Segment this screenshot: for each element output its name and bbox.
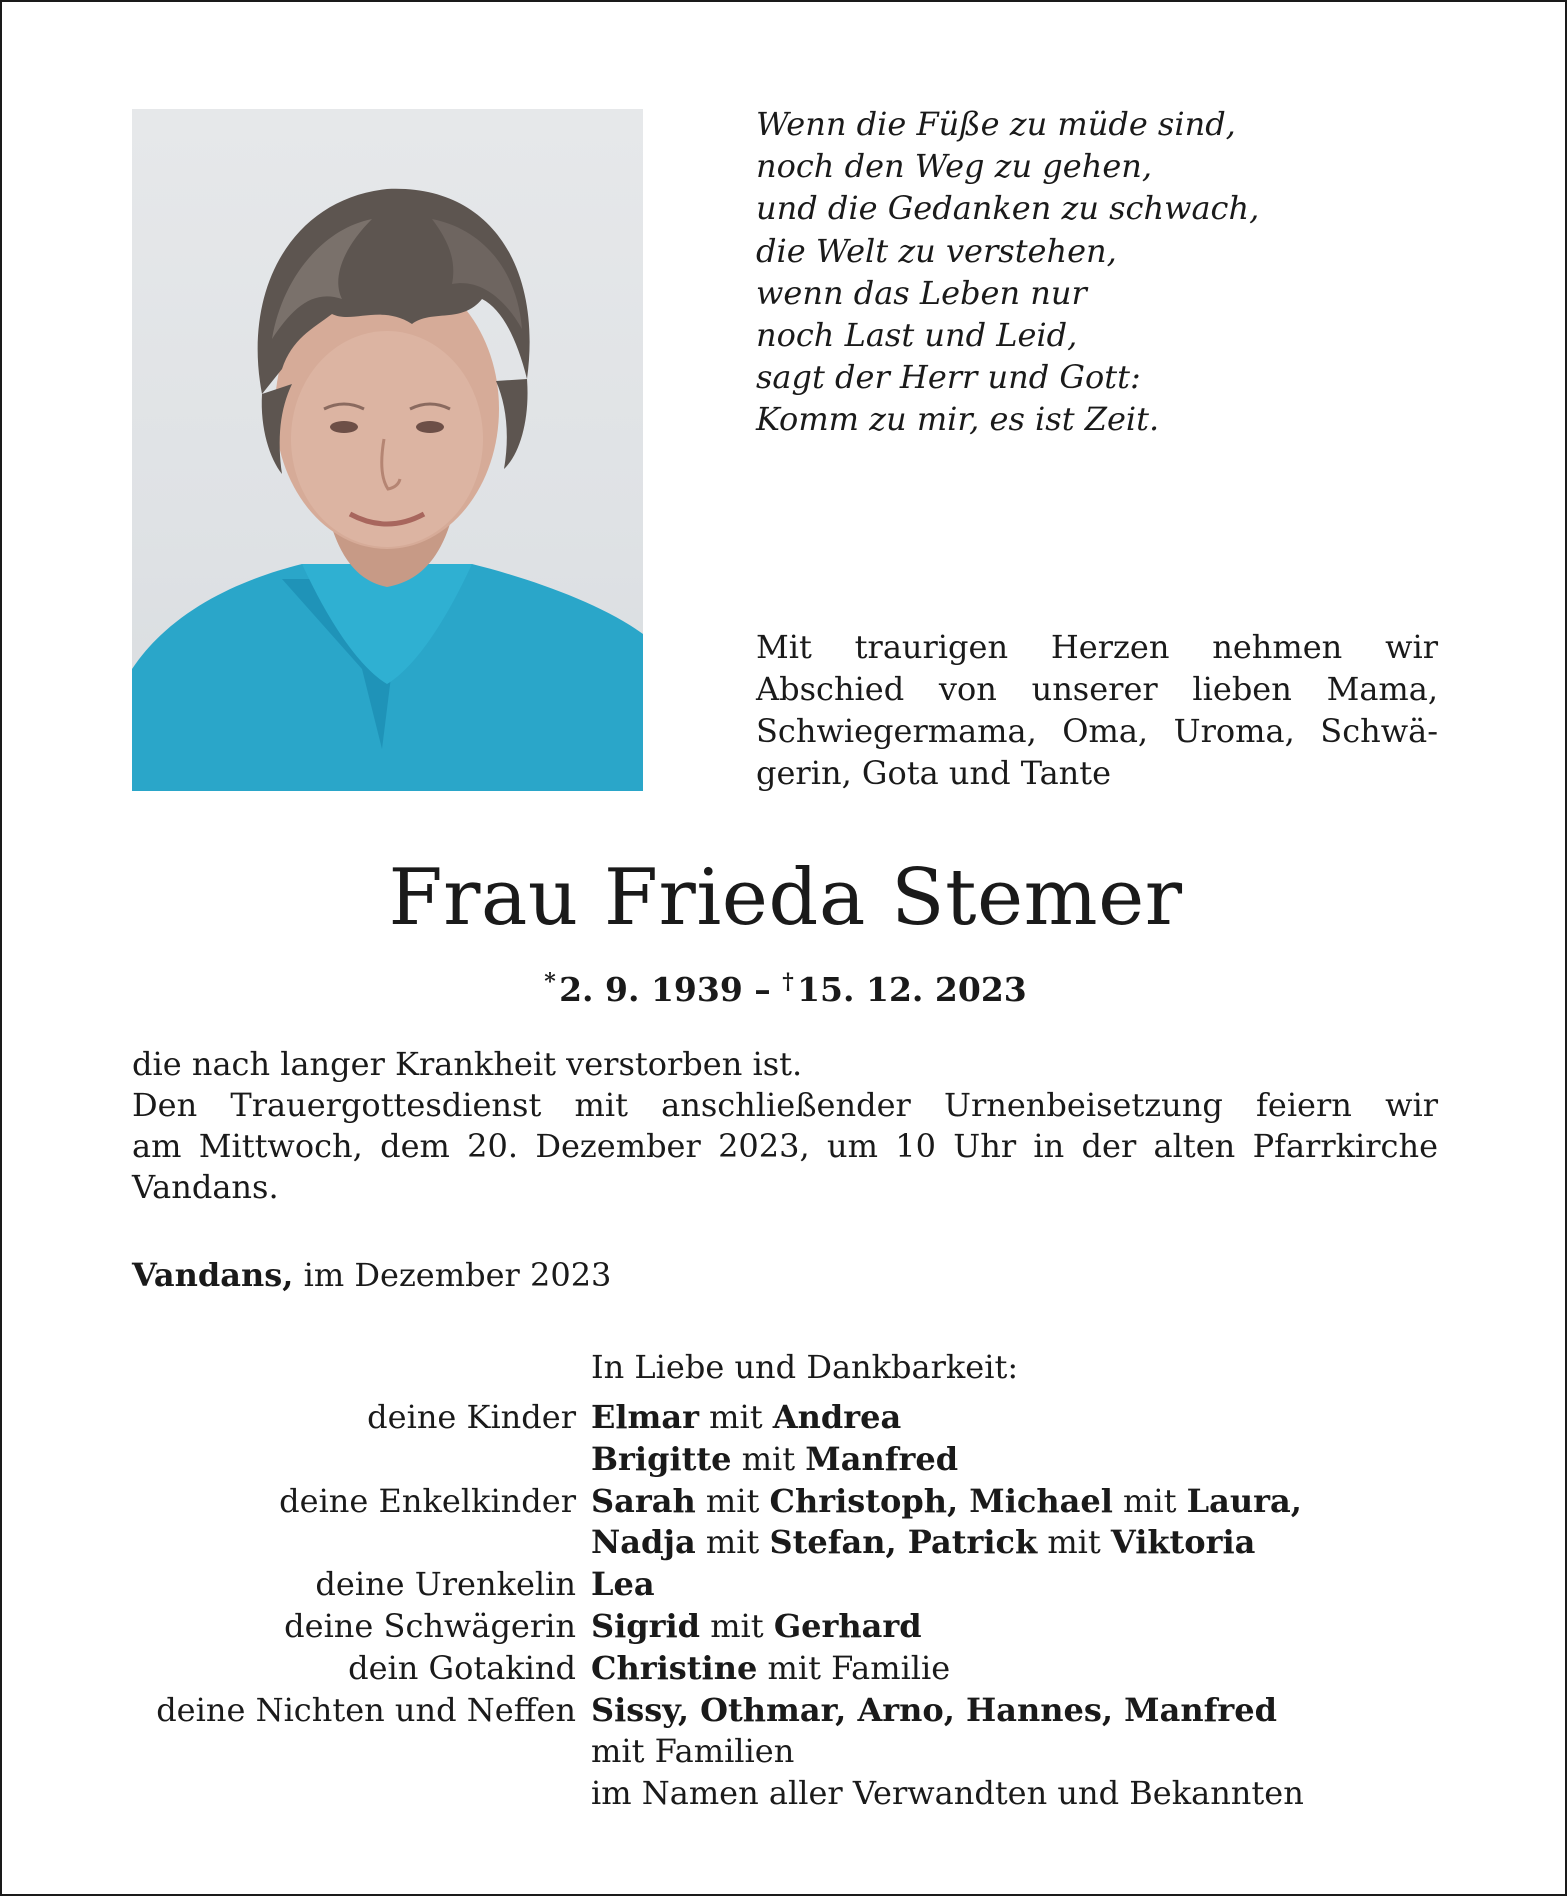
family-connector: mit [699, 1398, 773, 1436]
family-connector: mit [1037, 1523, 1111, 1562]
family-names [591, 1690, 1277, 1732]
intro-line: Abschied von unserer lieben Mama, [756, 670, 1438, 708]
poem-line: Komm zu mir, es ist Zeit. [756, 400, 1160, 439]
family-member-name: Brigitte [591, 1439, 732, 1478]
family-names [591, 1606, 922, 1648]
intro-line: Schwiegermama, Oma, Uroma, Schwä- [756, 712, 1438, 750]
poem-line: wenn das Leben nur [756, 273, 1087, 312]
family-connector: mit [700, 1606, 774, 1645]
family-member-name: Sigrid [591, 1606, 701, 1645]
family-relation: dein Gotakind [348, 1648, 576, 1687]
family-member-name: Sarah [591, 1481, 696, 1520]
poem [756, 103, 1456, 441]
service-text [132, 1044, 1438, 1208]
poem-line: noch den Weg zu gehen, [756, 147, 1153, 186]
service-line: Vandans. [132, 1168, 279, 1206]
family-names [591, 1648, 950, 1690]
family-connector: mit [695, 1481, 770, 1520]
family-relation: deine Nichten und Neffen [156, 1690, 576, 1729]
family-names [591, 1481, 1302, 1523]
family-relation [2, 1773, 576, 1815]
intro-line: Mit traurigen Herzen nehmen wir [756, 628, 1438, 666]
family-member-name: Christoph, Michael [769, 1481, 1113, 1520]
family-row [2, 1522, 1567, 1564]
place-town: Vandans, [132, 1256, 294, 1294]
poem-line: sagt der Herr und Gott: [756, 358, 1141, 397]
family-member-name: Elmar [591, 1398, 699, 1436]
family-relation: deine Schwägerin [284, 1606, 576, 1645]
place-month: im Dezember 2023 [303, 1256, 612, 1294]
death-date: 15. 12. 2023 [797, 970, 1027, 1009]
family-member-name: Gerhard [773, 1606, 922, 1645]
poem-line: und die Gedanken zu schwach, [756, 189, 1260, 228]
place-date [132, 1254, 611, 1296]
deceased-name: Frau Frieda Stemer [388, 853, 1183, 943]
family-member-name: Andrea [772, 1398, 902, 1436]
family-row [2, 1397, 1567, 1439]
family-names [591, 1397, 901, 1439]
family-member-name: Sissy, Othmar, Arno, Hannes, Manfred [591, 1690, 1277, 1729]
portrait-photo [132, 109, 643, 791]
family-connector: mit Familien [591, 1732, 795, 1771]
family-names [591, 1439, 958, 1481]
family-names [591, 1564, 655, 1606]
signoff: In Liebe und Dankbarkeit: [591, 1348, 1019, 1386]
life-dates [2, 960, 1567, 1012]
family-row [2, 1606, 1567, 1648]
family-member-name: Laura, [1186, 1481, 1302, 1520]
family-names [591, 1773, 1304, 1815]
family-relation [2, 1522, 576, 1564]
family-connector: mit Familie [757, 1648, 951, 1687]
family-member-name: Manfred [805, 1439, 959, 1478]
family-connector: mit [1112, 1481, 1187, 1520]
family-member-name: Nadja [591, 1523, 696, 1562]
family-connector: im Namen aller Verwandten und Bekannten [591, 1774, 1304, 1813]
family-relation [2, 1439, 576, 1481]
poem-line: Wenn die Füße zu müde sind, [756, 105, 1236, 143]
family-row [2, 1731, 1567, 1773]
date-separator: – [742, 970, 783, 1009]
service-line: die nach langer Krankheit verstorben ist. [132, 1045, 803, 1083]
family-member-name: Stefan, Patrick [769, 1523, 1038, 1562]
portrait-illustration [132, 109, 643, 791]
poem-line: die Welt zu verstehen, [756, 231, 1117, 270]
family-row [2, 1481, 1567, 1523]
family-relation: deine Kinder [367, 1398, 576, 1436]
poem-line: noch Last und Leid, [756, 316, 1078, 355]
birth-symbol: * [544, 969, 556, 995]
intro-line: gerin, Gota und Tante [756, 754, 1112, 792]
family-member-name: Christine [591, 1648, 758, 1687]
family-list [2, 1397, 1567, 1815]
family-relation [2, 1731, 576, 1773]
service-line: Den Trauergottesdienst mit anschließender Urnenbeisetzung feiern wir [132, 1086, 1438, 1124]
family-row [2, 1439, 1567, 1481]
family-connector: mit [731, 1439, 806, 1478]
family-row [2, 1648, 1567, 1690]
family-member-name: Lea [591, 1565, 655, 1604]
death-symbol: † [782, 969, 794, 995]
family-relation: deine Urenkelin [315, 1565, 576, 1604]
intro-text [756, 626, 1438, 794]
service-line: am Mittwoch, dem 20. Dezember 2023, um 10 Uhr in der alten Pfarrkirche [132, 1127, 1438, 1165]
family-row [2, 1690, 1567, 1732]
family-connector: mit [695, 1523, 770, 1562]
family-names [591, 1522, 1255, 1564]
family-row [2, 1773, 1567, 1815]
family-member-name: Viktoria [1110, 1523, 1256, 1562]
birth-date: 2. 9. 1939 [559, 970, 743, 1009]
family-relation: deine Enkelkinder [279, 1481, 576, 1520]
family-row [2, 1564, 1567, 1606]
family-names [591, 1731, 794, 1773]
